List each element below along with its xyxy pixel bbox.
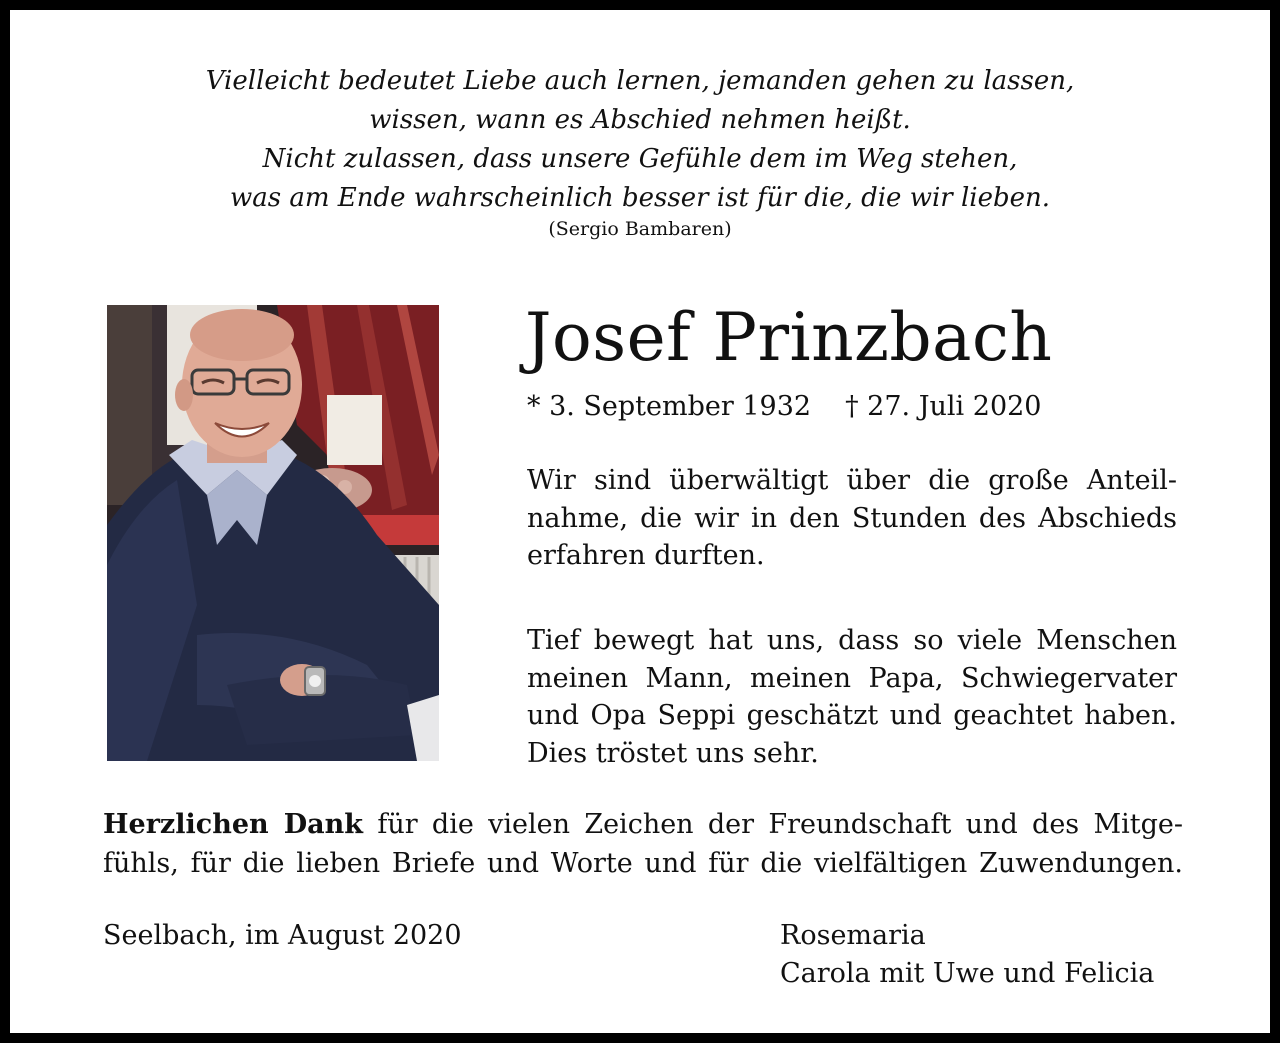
thanks-line: fühls, für die lieben Briefe und Worte und für die vielfältigen Zuwendungen.: [103, 848, 1183, 879]
paragraph-line: nahme, die wir in den Stunden des Abschieds: [527, 502, 1177, 534]
quote-line: Nicht zulassen, dass unsere Gefühle dem im Weg stehen,: [262, 144, 1018, 174]
place-and-date: Seelbach, im August 2020: [103, 920, 462, 951]
quote-line: wissen, wann es Abschied nehmen heißt.: [369, 105, 911, 135]
quote-attribution: (Sergio Bambaren): [548, 218, 732, 240]
death-date: † 27. Juli 2020: [845, 391, 1042, 422]
mourner-name: Carola mit Uwe und Felicia: [780, 958, 1155, 989]
paragraph-line: meinen Mann, meinen Papa, Schwiegervater: [527, 662, 1177, 694]
thanks-line-rest: für die vielen Zeichen der Freundschaft und des Mitge-: [363, 809, 1183, 840]
gratitude-paragraph: [527, 462, 1177, 575]
deceased-name: Josef Prinzbach: [525, 299, 1053, 376]
thanks-line: [103, 805, 1183, 844]
portrait-illustration: [107, 305, 439, 761]
quote-line: Vielleicht bedeutet Liebe auch lernen, jemanden gehen zu lassen,: [205, 66, 1075, 96]
paragraph-line: Tief bewegt hat uns, dass so viele Menschen: [527, 625, 1177, 656]
mourner-name: Rosemaria: [780, 920, 926, 951]
thanks-paragraph: [103, 805, 1183, 883]
paragraph-line: Dies tröstet uns sehr.: [527, 737, 819, 769]
memorial-quote: [10, 62, 1270, 218]
birth-date: * 3. September 1932: [527, 391, 812, 422]
paragraph-line: erfahren durften.: [527, 540, 765, 571]
paragraph-line: Wir sind überwältigt über die große Anteil-: [527, 465, 1177, 496]
life-dates: [527, 390, 1041, 424]
quote-line: was am Ende wahrscheinlich besser ist für die, die wir lieben.: [229, 183, 1051, 213]
tribute-paragraph: [527, 622, 1177, 772]
portrait-photo: [107, 305, 439, 761]
paragraph-line: und Opa Seppi geschätzt und geachtet haben.: [527, 700, 1177, 731]
mourners: [780, 917, 1154, 993]
thanks-bold: Herzlichen Dank: [103, 809, 364, 840]
